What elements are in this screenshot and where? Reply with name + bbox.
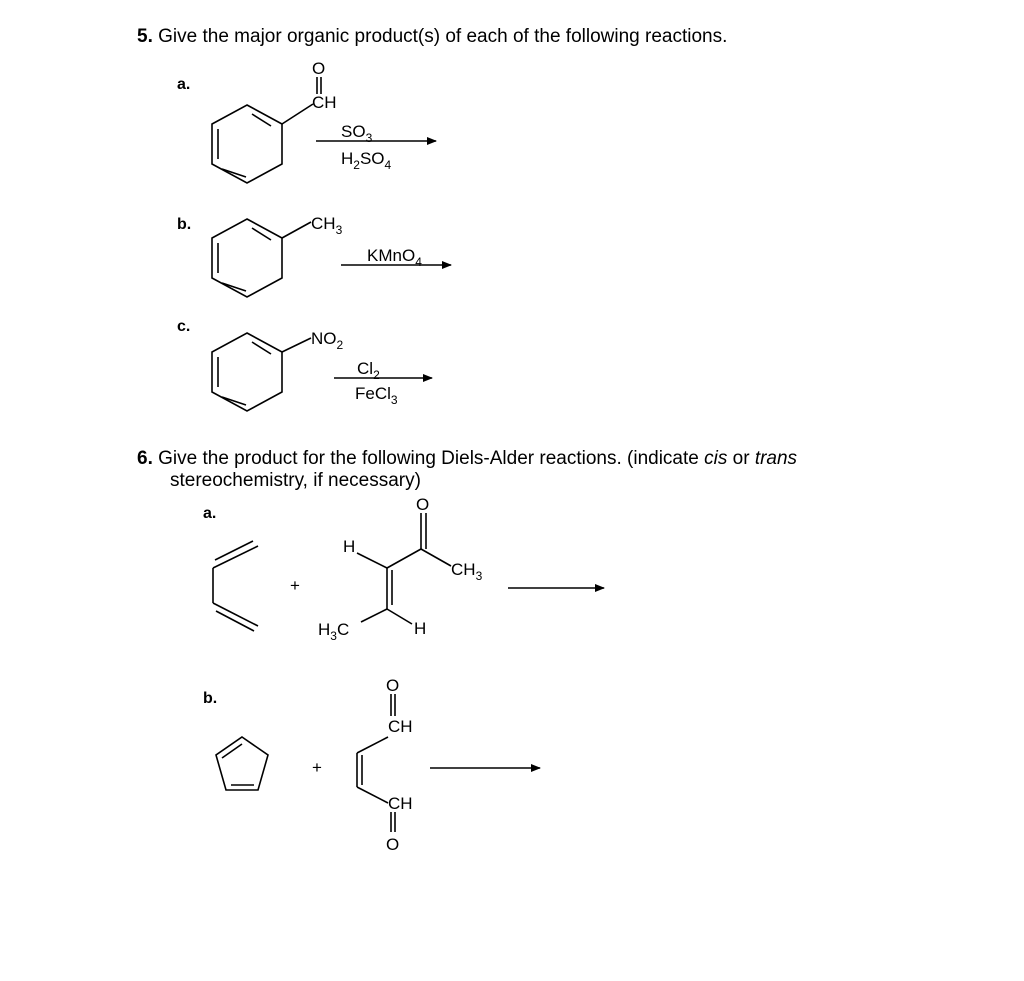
q6a-butadiene — [213, 541, 258, 631]
q6b-ch-top: CH — [388, 717, 413, 736]
q6a-carbonyl-o: O — [416, 495, 430, 514]
q5a-carbonyl-o: O — [312, 59, 326, 78]
q5c-benzene-ring — [212, 333, 282, 411]
q5b-benzene-ring — [212, 219, 282, 297]
q5c-reagent-cl2: $Cl_2$ — [357, 359, 380, 382]
q6b-o-top: O — [386, 676, 400, 695]
q5a-reagent-so3: $SO_3$ — [341, 122, 373, 145]
q5b-reagent-kmno4: KMnO$_4$ — [367, 246, 422, 269]
question-5-number: 5. — [137, 26, 153, 47]
question-6-number: 6. — [137, 448, 153, 469]
q6-part-a-label: a. — [203, 505, 217, 522]
q5c-reagent-fecl3: FeCl$_3$ — [355, 384, 398, 407]
q6b-cyclopentadiene — [216, 737, 268, 790]
q6b-plus-sign: + — [312, 758, 322, 777]
q5-part-c-label: c. — [177, 318, 191, 335]
question-6-text-mid: or — [727, 448, 755, 469]
q6a-dienophile — [357, 513, 451, 624]
q5b-bond-to-ch3 — [282, 222, 311, 238]
q5c-no2-label: $NO_2$ — [311, 329, 344, 352]
question-6-trans: trans — [754, 448, 798, 469]
question-6-text-start: Give the product for the following Diels-Alder reactions. (indicate — [158, 448, 705, 469]
q6-part-b-label: b. — [203, 690, 218, 707]
q5a-ch-label: CH — [312, 93, 337, 112]
q5-part-a-label: a. — [177, 76, 191, 93]
q5c-bond-to-no2 — [282, 338, 311, 352]
question-5-text: Give the major organic product(s) of each of the following reactions. — [158, 26, 728, 47]
q5b-ch3-label: $CH_3$ — [311, 214, 343, 237]
question-6-title-line2: stereochemistry, if necessary) — [170, 470, 421, 491]
question-6-cis: cis — [704, 448, 728, 469]
q6b-ch-bottom: CH — [388, 794, 413, 813]
q6a-h3c-label: $H_3C$ — [318, 620, 350, 643]
q5-part-b-label: b. — [177, 216, 192, 233]
q5a-reagent-h2so4: $H_2SO_4$ — [341, 149, 392, 172]
q6a-plus-sign: + — [290, 576, 300, 595]
q5a-bond-to-cho — [282, 104, 313, 124]
q6a-ch3-label: $CH_3$ — [451, 560, 483, 583]
q6a-h-top: H — [343, 537, 356, 556]
q5a-benzene-ring — [212, 105, 282, 183]
q6a-h-bottom: H — [414, 619, 427, 638]
q6b-o-bottom: O — [386, 835, 400, 854]
